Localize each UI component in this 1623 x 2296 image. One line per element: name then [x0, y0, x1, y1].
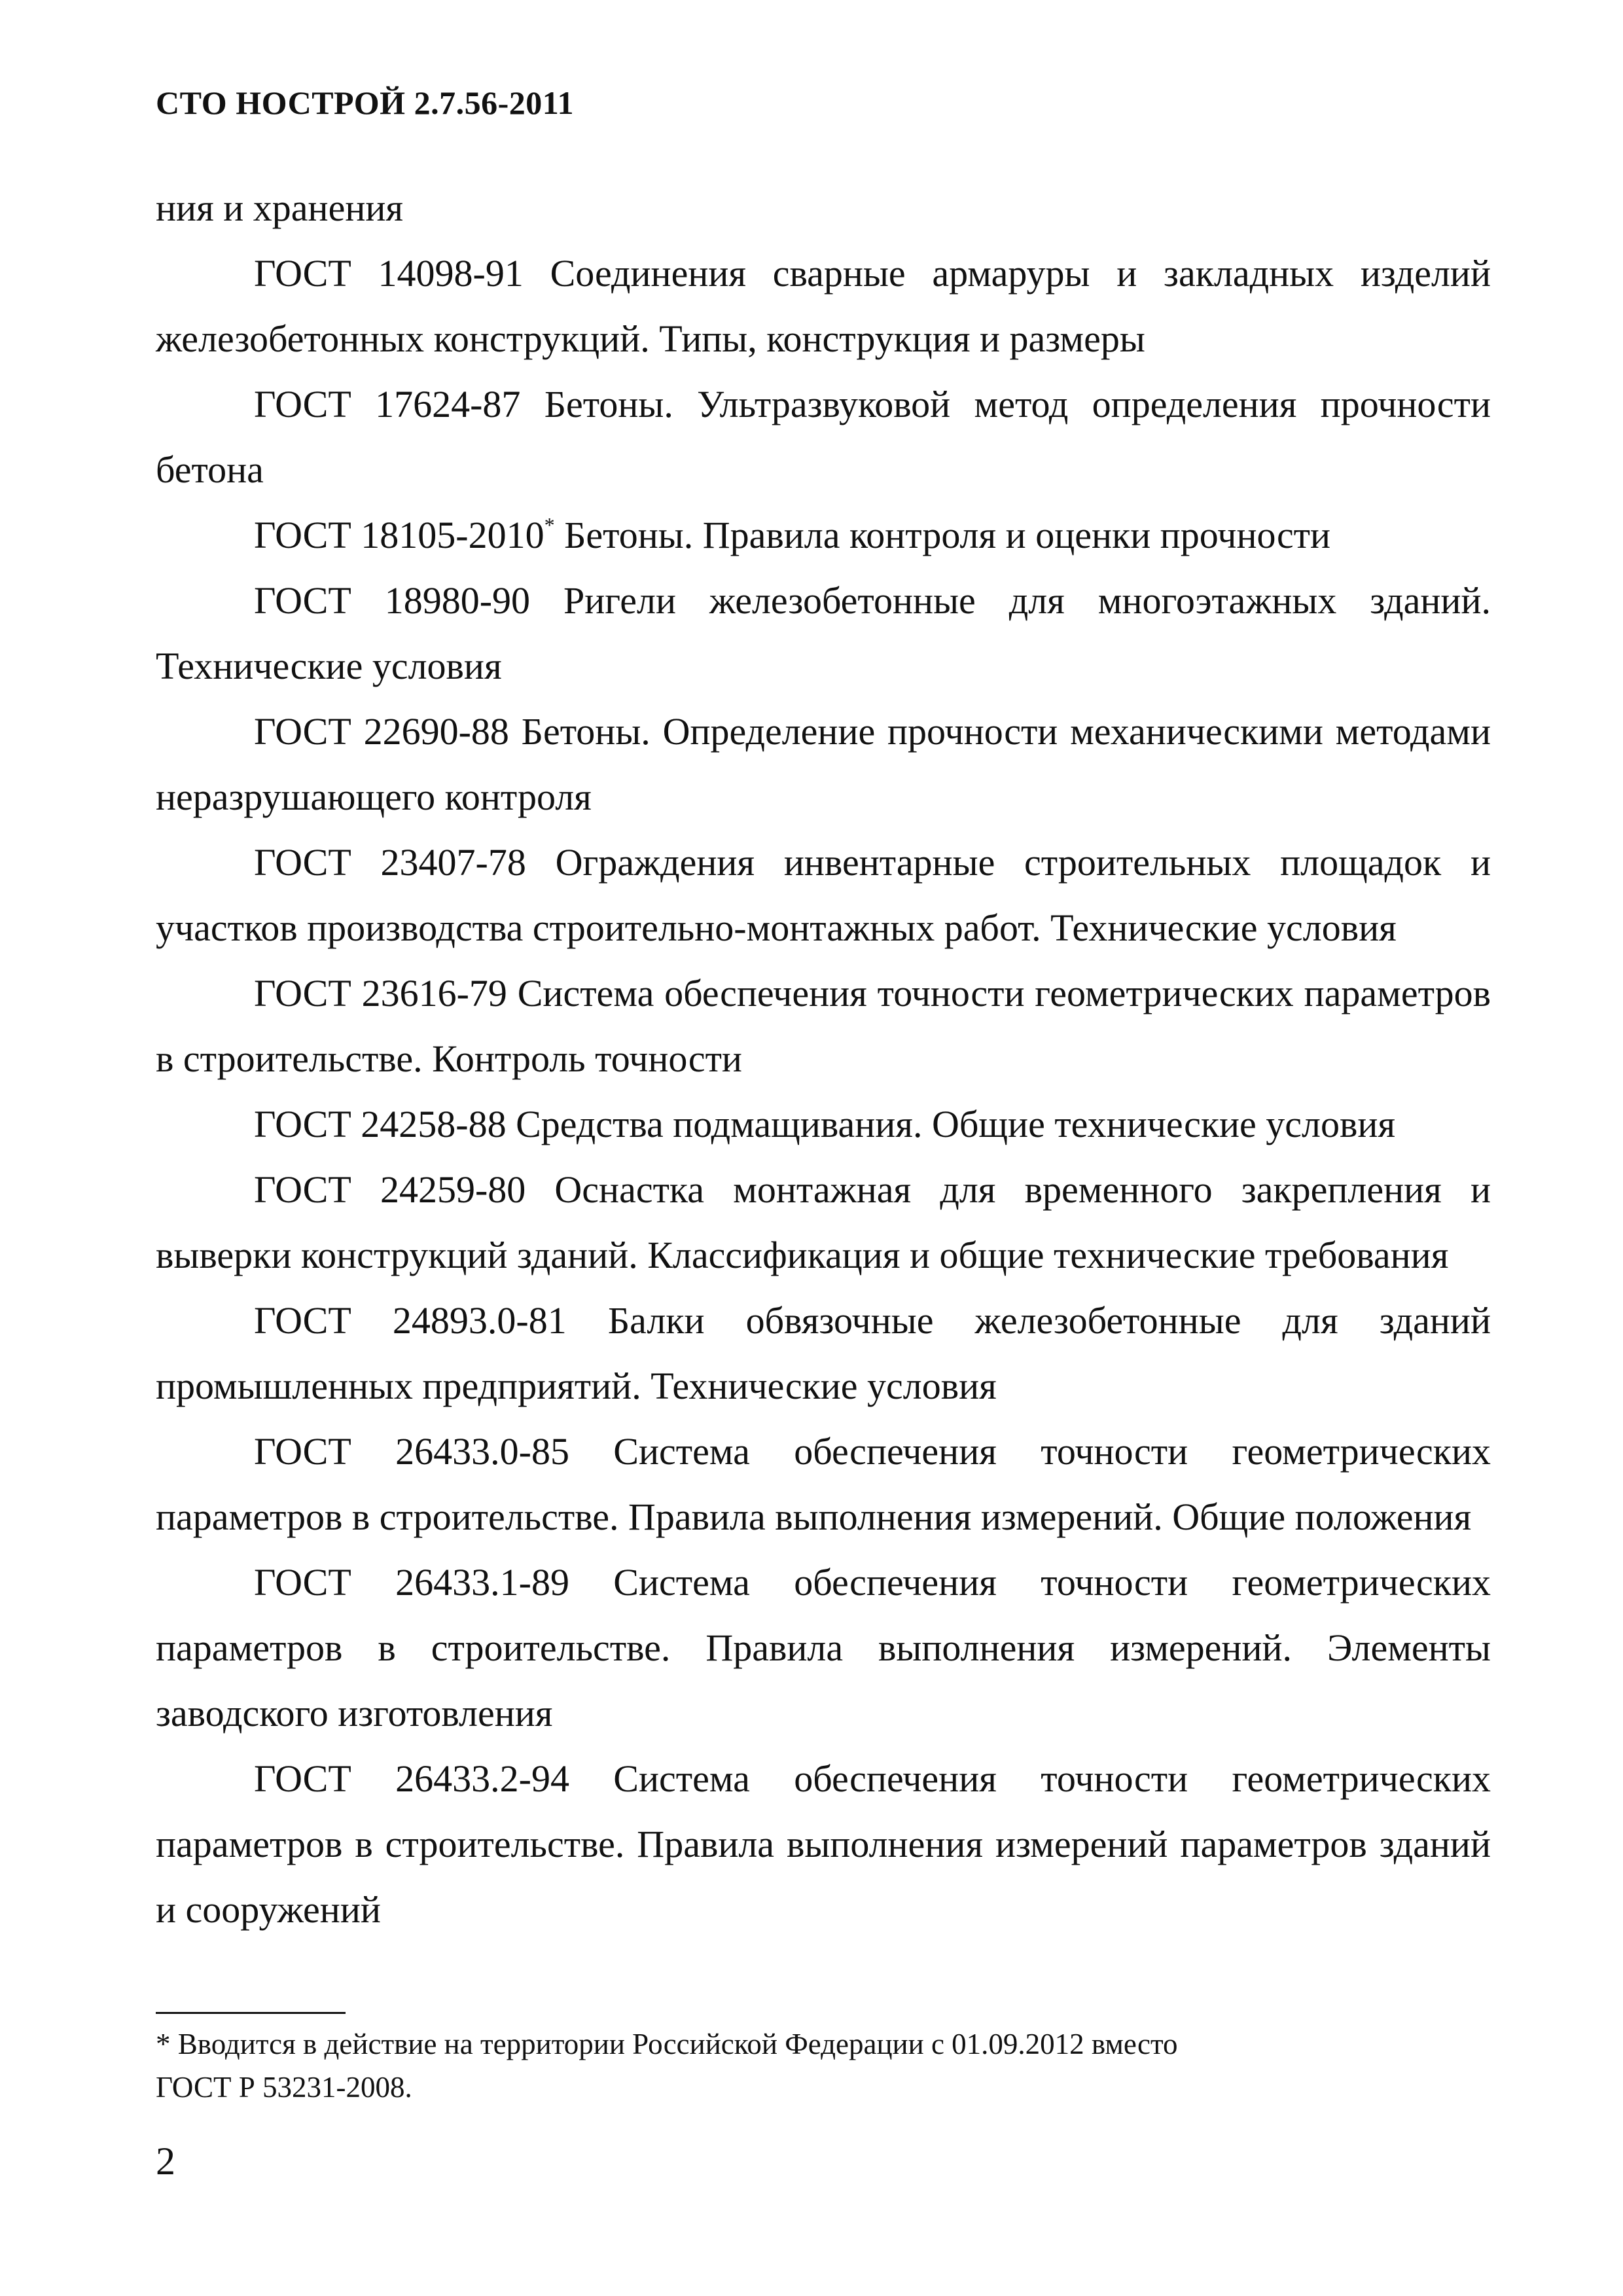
- reference-entry: [156, 568, 1491, 699]
- reference-entry: [156, 1157, 1491, 1288]
- reference-title: Ригели железобетонные для многоэтажных зданий. Технические условия: [156, 579, 1491, 687]
- page-number: 2: [156, 2140, 175, 2183]
- reference-title: Ограждения инвентарные строительных площадок и участков производства строительно-монтажных работ. Технические условия: [156, 841, 1491, 949]
- reference-code: ГОСТ 26433.2-94: [254, 1757, 569, 1800]
- reference-entry: [156, 1092, 1491, 1157]
- reference-entry: [156, 1288, 1491, 1419]
- footnote-line: * Вводится в действие на территории Российской Федерации с 01.09.2012 вместо: [156, 2028, 1178, 2060]
- reference-entry: [156, 699, 1491, 830]
- reference-code: ГОСТ 23407-78: [254, 841, 526, 884]
- reference-title: Система обеспечения точности геометрических параметров в строительстве. Правила выполнения измерений. Элементы заводского изготовления: [156, 1561, 1491, 1734]
- reference-code: ГОСТ 24259-80: [254, 1168, 526, 1211]
- reference-entry: [156, 1419, 1491, 1550]
- reference-code: ГОСТ 22690-88: [254, 710, 509, 753]
- reference-code: ГОСТ 24893.0-81: [254, 1299, 567, 1342]
- reference-title: Балки обвязочные железобетонные для зданий промышленных предприятий. Технические условия: [156, 1299, 1491, 1407]
- reference-title: Бетоны. Определение прочности механическими методами неразрушающего контроля: [156, 710, 1491, 818]
- reference-entry: [156, 830, 1491, 961]
- document-header: СТО НОСТРОЙ 2.7.56-2011: [156, 84, 574, 121]
- reference-title: Соединения сварные армаруры и закладных изделий железобетонных конструкций. Типы, конструкция и размеры: [156, 252, 1491, 360]
- references-list: [156, 175, 1491, 1943]
- reference-title: Оснастка монтажная для временного закрепления и выверки конструкций зданий. Классификация и общие технические требования: [156, 1168, 1491, 1276]
- reference-code: ГОСТ 24258-88: [254, 1103, 507, 1145]
- reference-title: Система обеспечения точности геометрических параметров в строительстве. Правила выполнения измерений параметров зданий и сооружений: [156, 1757, 1491, 1931]
- reference-code: ГОСТ 26433.1-89: [254, 1561, 569, 1604]
- reference-entry: [156, 503, 1491, 568]
- reference-code: ГОСТ 17624-87: [254, 383, 521, 425]
- reference-entry: [156, 1746, 1491, 1943]
- reference-entry: [156, 372, 1491, 503]
- footnote-line: ГОСТ Р 53231-2008.: [156, 2071, 412, 2104]
- reference-code: ГОСТ 18105-2010: [254, 514, 544, 556]
- reference-entry: [156, 241, 1491, 372]
- reference-entry: [156, 1550, 1491, 1746]
- footnote-separator: [156, 2012, 346, 2014]
- reference-title: Система обеспечения точности геометрических параметров в строительстве. Контроль точности: [156, 972, 1491, 1080]
- reference-code: ГОСТ 18980-90: [254, 579, 531, 622]
- reference-title: Система обеспечения точности геометрических параметров в строительстве. Правила выполнения измерений. Общие положения: [156, 1430, 1491, 1538]
- footnote-marker: *: [544, 513, 555, 537]
- footnote: [156, 2022, 1491, 2109]
- reference-code: ГОСТ 26433.0-85: [254, 1430, 569, 1473]
- reference-title: Бетоны. Правила контроля и оценки прочности: [564, 514, 1331, 556]
- reference-code: ГОСТ 23616-79: [254, 972, 507, 1014]
- reference-title: Бетоны. Ультразвуковой метод определения прочности бетона: [156, 383, 1491, 491]
- reference-entry: [156, 961, 1491, 1092]
- continuation-text: ния и хранения: [156, 187, 404, 229]
- reference-code: ГОСТ 14098-91: [254, 252, 524, 295]
- reference-title: Средства подмащивания. Общие технические условия: [516, 1103, 1396, 1145]
